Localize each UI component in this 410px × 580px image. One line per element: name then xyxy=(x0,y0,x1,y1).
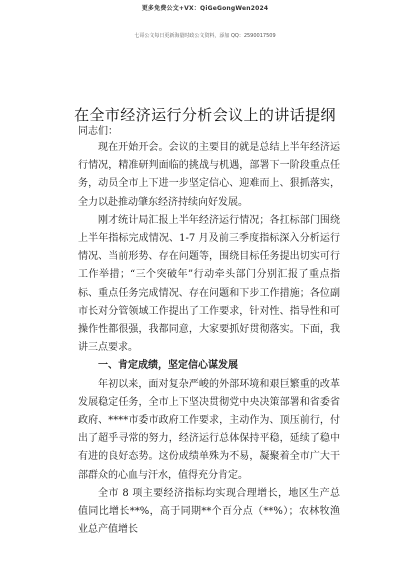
header-notice: 七哥公文每日更新海量时政公文资料，添加 QQ：2590017509 xyxy=(134,33,276,39)
paragraph: 现在开始开会。会议的主要目的就是总结上半年经济运行情况，精准研判面临的挑战与机遇，部署下一阶段重点任务，动员全市上下进一步坚定信心、迎难而上、狠抓落实，全力以赴推动肇东经济持续向好发展。 xyxy=(78,142,340,208)
salutation: 同志们： xyxy=(78,126,118,137)
body-text xyxy=(78,139,340,539)
page-title: 在全市经济运行分析会议上的讲话提纲 xyxy=(74,106,336,124)
paragraph: 全市 8 项主要经济指标均实现合理增长，地区生产总值同比增长**%，高于同期**个百分点（**%）；农林牧渔业总产值增长 xyxy=(78,487,340,536)
paragraph: 刚才统计局汇报上半年经济运行情况；各扛标部门围绕上半年指标完成情况、1-7 月及前三季度指标深入分析运行情况、当前形势、存在问题等，围绕目标任务提出切实可行工作举措；“三个突破年”行动牵头部门分别汇报了重点指标、重点任务完成情况、存在问题和下步工作措施；各位副市长对分管领域工作提出了工作要求，针对性、指导性和可操作性都很强，我都同意，大家要抓好贯彻落实。下面，我讲三点要求。 xyxy=(78,214,340,354)
paragraph: 年初以来，面对复杂严峻的外部环境和艰巨繁重的改革发展稳定任务，全市上下坚决贯彻党中央决策部署和省委省政府、****市委市政府工作要求，主动作为、顶压前行，付出了超乎寻常的努力，经济运行总体保持平稳，延续了稳中有进的良好态势。这份成绩单殊为不易，凝聚着全市广大干部群众的心血与汗水，值得充分肯定。 xyxy=(78,378,340,481)
section-heading: 一、肯定成绩，坚定信心谋发展 xyxy=(98,360,238,372)
header-banner: 更多免费公文+VX：QiGeGongWen2024 xyxy=(141,5,269,12)
